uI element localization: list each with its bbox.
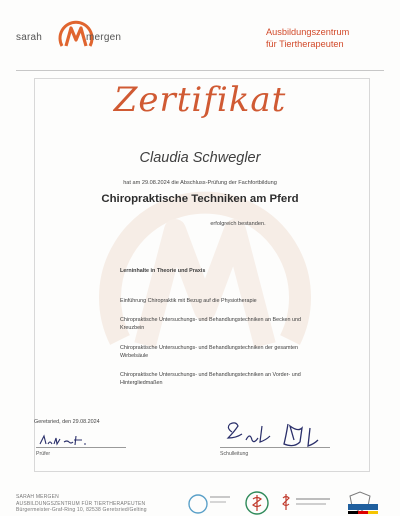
association-logo-icon bbox=[280, 490, 334, 514]
content-heading bbox=[120, 268, 320, 276]
place-date: Geretsried, den 29.08.2024 bbox=[34, 419, 100, 425]
director-label: Schulleitung bbox=[220, 451, 249, 457]
content-item-text: Chiropraktische Untersuchungs- und Behandlungstechniken der gesamten Wirbelsäule bbox=[120, 345, 298, 359]
course-title: Chiropraktische Techniken am Pferd bbox=[101, 193, 299, 205]
examiner-label: Prüfer bbox=[36, 451, 51, 457]
footer-address bbox=[16, 494, 147, 514]
azav-certification-icon bbox=[344, 490, 384, 516]
recipient-name: Claudia Schwegler bbox=[139, 150, 261, 166]
director-signature-line bbox=[220, 447, 330, 448]
content-item bbox=[120, 372, 312, 387]
certification-badge-icon bbox=[186, 490, 232, 514]
watermark-logo-icon bbox=[90, 140, 320, 380]
content-item-text: Chiropraktische Untersuchungs- und Behandlungstechniken an Vorder- und Hintergliedmaßen bbox=[120, 372, 301, 386]
content-heading-text: Lerninhalte in Theorie und Praxis bbox=[120, 268, 206, 274]
content-item-text: Einführung Chiropraktik mit Bezug auf die Physiotherapie bbox=[120, 298, 257, 304]
intro-text: hat am 29.08.2024 die Abschluss-Prüfung der Fachfortbildung bbox=[123, 180, 277, 186]
association-seal-icon bbox=[244, 490, 270, 516]
sarah-mergen-logo bbox=[16, 12, 126, 62]
certificate-title: Zertifikat bbox=[113, 80, 287, 120]
content-item bbox=[120, 345, 312, 360]
header-divider bbox=[16, 70, 384, 71]
org-title bbox=[266, 26, 386, 50]
examiner-signature-line bbox=[36, 447, 126, 448]
content-item-text: Chiropraktische Untersuchungs- und Behandlungstechniken an Becken und Kreuzbein bbox=[120, 317, 302, 331]
org-title-line1: Ausbildungszentrum bbox=[266, 27, 350, 37]
logo-text-mergen: mergen bbox=[86, 32, 122, 43]
content-item bbox=[120, 298, 320, 306]
org-title-line2: für Tiertherapeuten bbox=[266, 39, 344, 49]
footer-line2: AUSBILDUNGSZENTRUM FÜR TIERTHERAPEUTEN bbox=[16, 500, 146, 507]
logo-text-sarah: sarah bbox=[16, 32, 43, 43]
footer-line3: Bürgermeister-Graf-Ring 10, 82538 Geretsried/Gelting bbox=[16, 507, 147, 513]
result-text: erfolgreich bestanden. bbox=[210, 221, 266, 227]
content-item bbox=[120, 317, 312, 332]
footer-line1: SARAH MERGEN bbox=[16, 494, 59, 500]
